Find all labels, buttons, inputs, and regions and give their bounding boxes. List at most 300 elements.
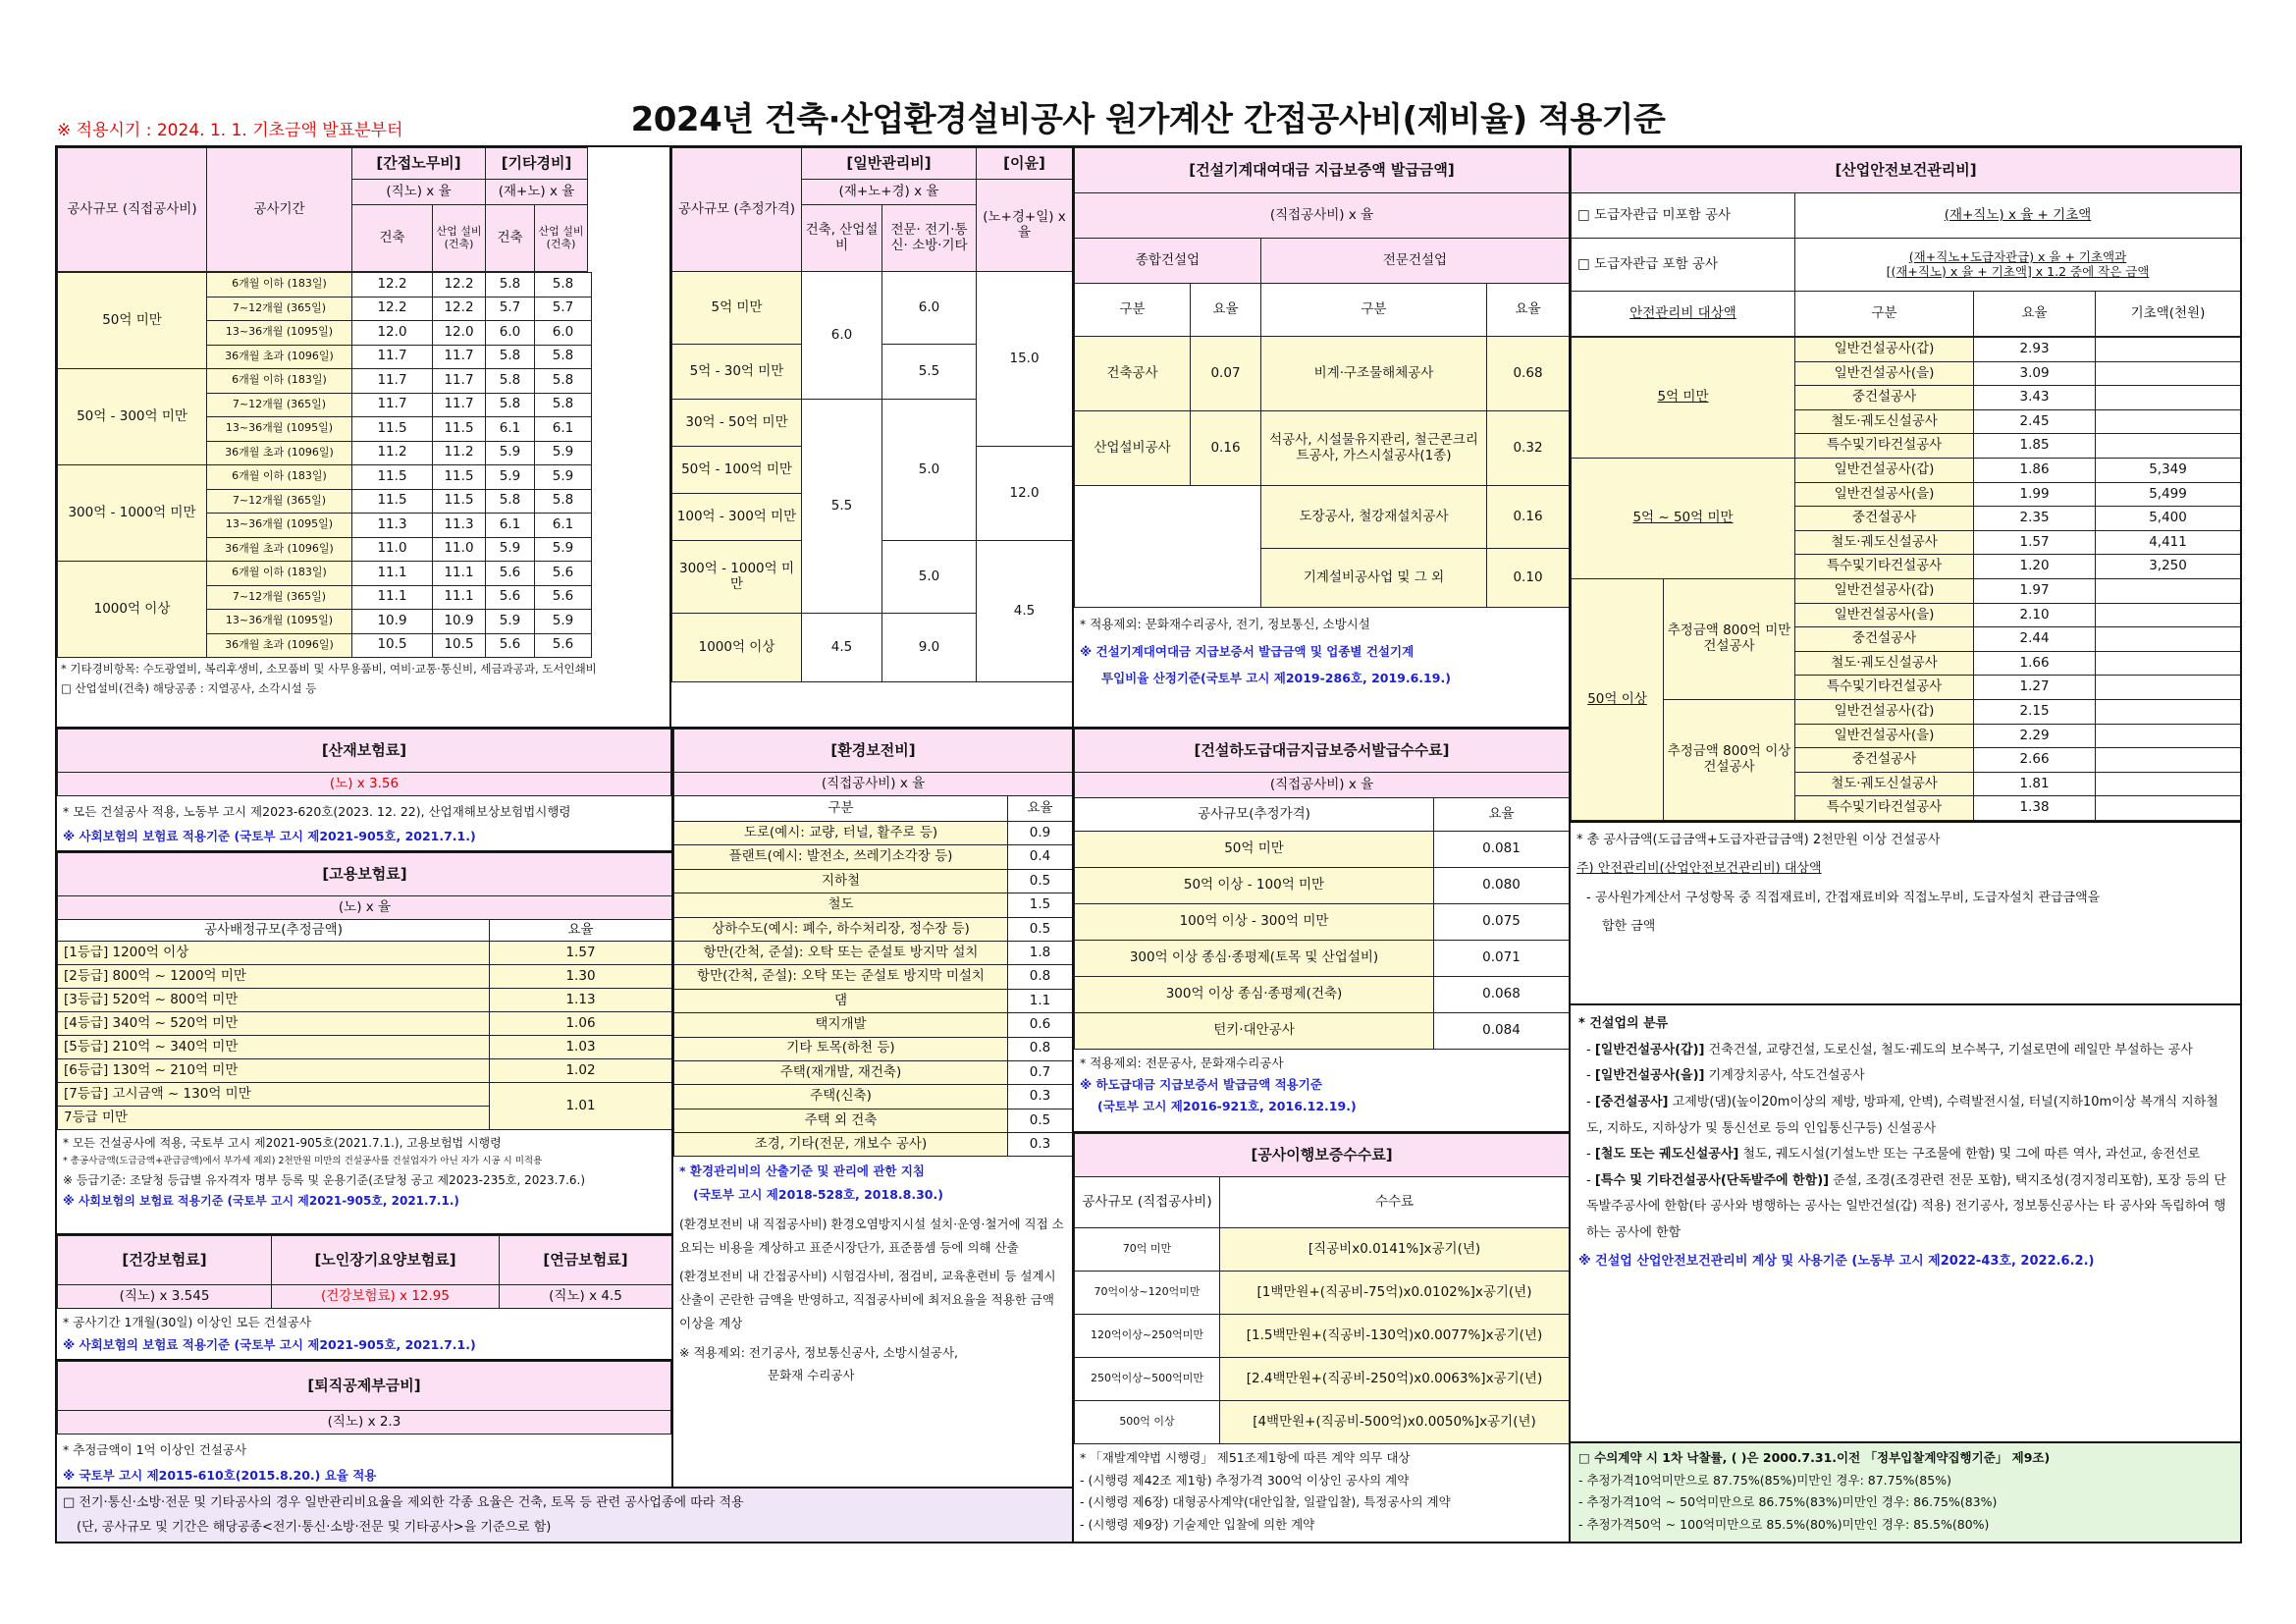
gen-size-row: 5억 미만: [672, 272, 802, 345]
safety-kind: 철도·궤도신설공사: [1795, 651, 1974, 676]
safety-subgroup: 추정금액 800억 이상 건설공사: [1664, 699, 1795, 820]
indirect-labor-header: [간접노무비]: [352, 148, 486, 180]
rate-cell: 5.6: [535, 562, 592, 586]
safety-subgroup: 추정금액 800억 미만 건설공사: [1664, 578, 1795, 699]
rate-cell: 5.9: [486, 441, 535, 465]
env-header: [환경보전비]: [674, 730, 1073, 773]
safety-rate: 1.86: [1974, 458, 2096, 482]
environment-table: [673, 729, 1073, 1157]
env-note-guide-ref: (국토부 고시 제2018-528호, 2018.8.30.): [693, 1187, 943, 1203]
gubun-header: 구분: [1795, 292, 1974, 337]
safety-rate: 1.20: [1974, 555, 2096, 579]
grade-row: [58, 1059, 672, 1083]
industrial-note-ref: ※ 사회보험의 보험료 적용기준 (국토부 고시 제2021-905호, 2021.7.1.): [63, 829, 476, 843]
subcontract-row: [1075, 977, 1570, 1013]
rate-cell: 6.0: [535, 321, 592, 346]
classification-item: - [철도 또는 궤도신설공사] 철도, 궤도시설(기설노반 또는 구조물에 한함) 및 그에 따른 역사, 과선교, 송전선로: [1586, 1147, 2201, 1163]
safety-rate: 1.81: [1974, 772, 2096, 796]
grade-rate: 1.01: [490, 1083, 672, 1130]
safety-base: 3,250: [2096, 555, 2241, 579]
subcontract-table: [1074, 729, 1570, 1050]
env-note-indirect: (환경보전비 내 간접공사비) 시험검사비, 점검비, 교육훈련비 등 설계시 산출이 곤란한 금액을 반영하고, 직접공사비에 최저요율을 적용한 금액 이상을 계상: [679, 1269, 1056, 1330]
rate-cell: 5.8: [486, 273, 535, 298]
safety-kind: 일반건설공사(갑): [1795, 458, 1974, 482]
safety-kind: 일반건설공사(갑): [1795, 699, 1974, 724]
classification-desc: 준설, 조경(조경관련 전문 포함), 택지조성(경지정리포함), 포장 등의 단독발주공사에 한함(타 공사와 병행하는 공사는 일반건설(갑) 적용) 전기공사, 정보통신공사는 타 공사와 독립하여 행하는 공사에 한함: [1586, 1172, 2226, 1241]
target-header: 안전관리비 대상액: [1572, 292, 1795, 337]
health-note: * 공사기간 1개월(30일) 이상인 모든 건설공사: [63, 1315, 311, 1329]
rate-cell: 5.6: [486, 633, 535, 658]
bond-fee: [4백만원+(직공비-500억)x0.0050%]x공기(년): [1220, 1401, 1570, 1444]
rate-cell: 11.3: [433, 514, 486, 538]
case-no-owner-formula: [1795, 193, 2241, 239]
gen-size-row: 50억 - 100억 미만: [672, 447, 802, 494]
bond-fee: [1백만원+(직공비-75억)x0.0102%]x공기(년): [1220, 1272, 1570, 1315]
safety-note-detail: - 공사원가계산서 구성항목 중 직접재료비, 간접재료비와 직접노무비, 도급자설치 관급금액을: [1586, 890, 2101, 905]
col-plant-2: 산업 설비 (건축): [535, 205, 588, 272]
safety-kind: 특수및기타건설공사: [1795, 555, 1974, 579]
rate-cell: 11.1: [352, 585, 433, 610]
other-expense-header: [기타경비]: [486, 148, 588, 180]
rate-cell: 11.1: [433, 585, 486, 610]
env-row: [674, 917, 1073, 941]
period-cell: 13~36개월 (1095일): [207, 514, 352, 538]
grade-label: [1등급] 1200억 이상: [58, 942, 490, 965]
bond-fee-header: 수수료: [1220, 1177, 1570, 1228]
bid-rate-panel: [1569, 1441, 2242, 1543]
safety-notes-panel: [1569, 821, 2242, 1005]
general-profit-panel: [669, 145, 1074, 729]
safety-base: 5,499: [2096, 482, 2241, 507]
safety-rate: 1.57: [1974, 530, 2096, 555]
gen-size-row: 5억 - 30억 미만: [672, 345, 802, 400]
machine-type: 석공사, 시설물유지관리, 철근콘크리트공사, 가스시설공사(1종): [1261, 411, 1487, 486]
classification-desc: 고제방(댐)(높이20m이상의 제방, 방파제, 안벽), 수력발전시설, 터널(지하10m이상 복개식 지하철도, 지하도, 지하상가 및 통신선로 등의 인입통신구등) 신설공사: [1586, 1094, 2218, 1136]
env-formula: (직접공사비) x 율: [674, 773, 1073, 796]
machine-type: 기계설비공사업 및 그 외: [1261, 549, 1487, 608]
rate-cell: 11.2: [352, 441, 433, 465]
rate-cell: 5.6: [535, 585, 592, 610]
grade-label: [6등급] 130억 ~ 210억 미만: [58, 1059, 490, 1083]
rate-cell: 5.8: [486, 345, 535, 369]
bond-row: [1075, 1358, 1570, 1401]
employment-note-ref: ※ 사회보험의 보험료 적용기준 (국토부 고시 제2021-905호, 2021.7.1.): [63, 1193, 459, 1208]
safety-rate: 2.29: [1974, 724, 2096, 748]
env-kind: 항만(간척, 준설): 오탁 또는 준설토 방지막 미설치: [674, 965, 1008, 989]
safety-base: [2096, 772, 2241, 796]
subcontract-rate: 0.084: [1434, 1013, 1570, 1050]
profit-header: [이윤]: [977, 148, 1073, 180]
bid-line-3: - 추정가격50억 ~ 100억미만으로 85.5%(80%)미만인 경우: 85.5%(80%): [1578, 1516, 1990, 1532]
env-row: [674, 1013, 1073, 1037]
machine-rate: 0.68: [1487, 337, 1570, 411]
safety-base: [2096, 386, 2241, 410]
safety-kind: 철도·궤도신설공사: [1795, 530, 1974, 555]
rate-cell: 11.5: [433, 417, 486, 442]
machine-type: 산업설비공사: [1075, 411, 1191, 486]
period-cell: 13~36개월 (1095일): [207, 321, 352, 346]
subcontract-note-ref-2: (국토부 고시 제2016-921호, 2016.12.19.): [1097, 1098, 1357, 1113]
profit-formula: (노+경+일) x 율: [977, 180, 1073, 272]
period-cell: 7~12개월 (365일): [207, 393, 352, 417]
size-group-label: 300억 - 1000억 미만: [58, 465, 207, 562]
rate-cell: 11.1: [352, 562, 433, 586]
gen-size-row: 100억 - 300억 미만: [672, 494, 802, 541]
classification-name: [중건설공사]: [1594, 1094, 1669, 1110]
machine-type: 건축공사: [1075, 337, 1191, 411]
env-note-exclude: ※ 적용제외: 전기공사, 정보통신공사, 소방시설공사,: [679, 1344, 958, 1360]
general-mgmt-header: [일반관리비]: [802, 148, 977, 180]
env-rate: 0.5: [1008, 917, 1073, 941]
rate-cell: 11.7: [352, 393, 433, 417]
env-row: [674, 893, 1073, 917]
env-note-direct: (환경보전비 내 직접공사비) 환경오염방지시설 설치·운영·철거에 직접 소요되는 비용을 계상하고 표준시장단가, 표준품셈 등에 의해 산출: [679, 1216, 1064, 1255]
safety-kind: 일반건설공사(을): [1795, 603, 1974, 627]
rate-cell: 5.8: [486, 369, 535, 394]
grade-rate: 1.03: [490, 1036, 672, 1059]
safety-kind: 특수및기타건설공사: [1795, 676, 1974, 700]
env-rate: 0.5: [1008, 1109, 1073, 1132]
rate-cell: 12.2: [433, 297, 486, 321]
safety-kind: 중건설공사: [1795, 386, 1974, 410]
bond-size: 70억 미만: [1075, 1228, 1220, 1272]
rate-header: 요율: [1487, 284, 1570, 337]
safety-kind: 중건설공사: [1795, 627, 1974, 652]
classification-desc: 기계장치공사, 삭도건설공사: [1708, 1068, 1865, 1084]
bond-size: 70억이상~120억미만: [1075, 1272, 1220, 1315]
grade-label: [4등급] 340억 ~ 520억 미만: [58, 1012, 490, 1036]
rate-cell: 5.7: [535, 297, 592, 321]
care-header: [노인장기요양보험료]: [272, 1236, 500, 1285]
safety-base: [2096, 338, 2241, 362]
rate-cell: 5.9: [535, 537, 592, 562]
machine-guarantee-panel: [1072, 145, 1571, 729]
size-header: 공사규모(추정가격): [1075, 798, 1434, 832]
classification-title: * 건설업의 분류: [1578, 1016, 1669, 1031]
retire-formula: (직노) x 2.3: [58, 1411, 671, 1435]
safety-row: [1572, 699, 2241, 724]
safety-base: [2096, 724, 2241, 748]
safety-base: 4,411: [2096, 530, 2241, 555]
env-kind: 주택 외 건축: [674, 1109, 1008, 1132]
grade-rate: 1.57: [490, 942, 672, 965]
safety-rate: 2.93: [1974, 338, 2096, 362]
labor-row: [58, 562, 592, 586]
subcontract-size: 턴키·대안공사: [1075, 1013, 1434, 1050]
health-note-ref: ※ 사회보험의 보험료 적용기준 (국토부 고시 제2021-905호, 2021.7.1.): [63, 1336, 476, 1352]
health-insurance-table: [57, 1235, 672, 1309]
subcontract-size: 300억 이상 종심·종평제(건축): [1075, 977, 1434, 1013]
env-kind: 항만(간척, 준설): 오탁 또는 준설토 방지막 설치: [674, 941, 1008, 964]
rate-cell: 5.7: [486, 297, 535, 321]
env-note-exclude-2: 문화재 수리공사: [768, 1368, 855, 1383]
safety-rate: 3.09: [1974, 361, 2096, 386]
classification-item: - [특수 및 기타건설공사(단독발주에 한함)] 준설, 조경(조경관련 전문 포함), 택지조성(경지정리포함), 포장 등의 단독발주공사에 한함(타 공사와 병행하는 공사는 일반건설(갑) 적용) 전기공사, 정보통신공사는 타 공사와 독립하여 행하는 공사에 한함: [1586, 1172, 2226, 1241]
subcontract-rate: 0.071: [1434, 941, 1570, 977]
env-row: [674, 965, 1073, 989]
rate-cell: 5.8: [535, 393, 592, 417]
env-rate: 0.5: [1008, 869, 1073, 893]
pension-header: [연금보험료]: [500, 1236, 672, 1285]
env-row: [674, 1109, 1073, 1132]
formula-line-2: [(재+직노) x 율 + 기초액] x 1.2 중에 작은 금액: [1886, 263, 2150, 279]
general-contractor-header: 종합건설업: [1075, 239, 1261, 284]
env-rate: 0.7: [1008, 1060, 1073, 1084]
bid-title: □ 수의계약 시 1차 낙찰률, ( )은 2000.7.31.이전 「정부입찰계약집행기준」 제9조): [1578, 1450, 2051, 1465]
rate-cell: 6.1: [486, 417, 535, 442]
safety-header-table: [1571, 147, 2241, 337]
period-cell: 13~36개월 (1095일): [207, 417, 352, 442]
rate-cell: 5.9: [535, 465, 592, 490]
rate-cell: 11.5: [352, 489, 433, 514]
formula-line-1: (재+직노+도급자관급) x 율 + 기초액과: [1908, 249, 2127, 265]
machine-note-ref: ※ 건설기계대여대금 지급보증서 발급금액 및 업종별 건설기계: [1080, 643, 1415, 659]
period-cell: 6개월 이하 (183일): [207, 369, 352, 394]
period-cell: 7~12개월 (365일): [207, 585, 352, 610]
gen-special-rate: 6.0: [882, 272, 977, 345]
rate-cell: 5.8: [486, 489, 535, 514]
machine-rate: 0.16: [1191, 411, 1261, 486]
case-with-owner: □ 도급자관급 포함 공사: [1572, 239, 1795, 292]
retirement-table: [57, 1361, 671, 1435]
gen-build-rate: 4.5: [802, 614, 882, 682]
bond-row: [1075, 1228, 1570, 1272]
safety-base: [2096, 603, 2241, 627]
gen-col-special: 전문· 전기·통신· 소방·기타: [882, 205, 977, 272]
rate-cell: 11.5: [352, 417, 433, 442]
safety-panel: [1569, 145, 2242, 823]
grade-row: [58, 942, 672, 965]
classification-item: - [중건설공사] 고제방(댐)(높이20m이상의 제방, 방파제, 안벽), 수력발전시설, 터널(지하10m이상 복개식 지하철도, 지하도, 지하상가 및 통신선로 등의 인입통신구등) 신설공사: [1586, 1094, 2218, 1136]
gen-special-rate: 5.0: [882, 400, 977, 541]
industrial-insurance-table: [57, 729, 671, 796]
industrial-note: * 모든 건설공사 적용, 노동부 고시 제2023-620호(2023. 12. 22), 산업재해보상보험법시행령: [63, 804, 571, 819]
subcontract-row: [1075, 904, 1570, 941]
grade-row: [58, 1036, 672, 1059]
labor-note-items: * 기타경비항목: 수도광열비, 복리후생비, 소모품비 및 사무용품비, 여비·교통·통신비, 세금과공과, 도서인쇄비: [61, 662, 597, 676]
safety-rate: 2.66: [1974, 748, 2096, 773]
period-cell: 36개월 초과 (1096일): [207, 537, 352, 562]
rate-cell: 11.3: [352, 514, 433, 538]
health-insurance-panel: [55, 1233, 673, 1361]
env-kind: 플랜트(예시: 발전소, 쓰레기소각장 등): [674, 845, 1008, 869]
rate-header: 요율: [1008, 796, 1073, 822]
size-group-label: 50억 - 300억 미만: [58, 369, 207, 465]
safety-kind: 일반건설공사(갑): [1795, 578, 1974, 603]
page-title: 2024년 건축·산업환경설비공사 원가계산 간접공사비(제비율) 적용기준: [630, 100, 1666, 139]
rate-cell: 11.5: [433, 465, 486, 490]
subcontract-size: 50억 미만: [1075, 832, 1434, 868]
env-row: [674, 1085, 1073, 1109]
bond-size-header: 공사규모 (직접공사비): [1075, 1177, 1220, 1228]
safety-kind: 일반건설공사(을): [1795, 482, 1974, 507]
case-no-owner: □ 도급자관급 미포함 공사: [1572, 193, 1795, 239]
safety-rate: 3.43: [1974, 386, 2096, 410]
labor-cost-panel: [55, 145, 671, 729]
gen-size-row: 300억 - 1000억 미만: [672, 541, 802, 614]
bond-note-4: - (시행령 제9장) 기술제안 입찰에 의한 계약: [1080, 1516, 1315, 1532]
gen-special-rate: 4.5: [977, 541, 1073, 682]
env-rate: 0.3: [1008, 1085, 1073, 1109]
rate-cell: 11.2: [433, 441, 486, 465]
safety-base: [2096, 434, 2241, 459]
rate-header: 요율: [490, 920, 672, 942]
performance-bond-table: [1074, 1133, 1570, 1444]
safety-group: 50억 이상: [1572, 578, 1664, 820]
safety-base: [2096, 578, 2241, 603]
base-header: 기초액(천원): [2096, 292, 2241, 337]
gen-col-build: 건축, 산업설비: [802, 205, 882, 272]
safety-note-detail-2: 합한 금액: [1602, 918, 1656, 934]
safety-base: [2096, 796, 2241, 821]
env-row: [674, 1060, 1073, 1084]
classification-desc: 건축건설, 교량건설, 도로신설, 철도·궤도의 보수복구, 기설로면에 레일만 부설하는 공사: [1708, 1042, 2193, 1057]
rate-cell: 11.7: [433, 393, 486, 417]
machine-rate: 0.32: [1487, 411, 1570, 486]
grade-row: [7등급] 고시금액 ~ 130억 미만: [58, 1083, 490, 1107]
period-cell: 36개월 초과 (1096일): [207, 633, 352, 658]
labor-row: [58, 369, 592, 394]
env-rate: 1.1: [1008, 989, 1073, 1012]
bond-note-3: - (시행령 제6장) 대형공사계약(대안입찰, 일괄입찰), 특정공사의 계약: [1080, 1494, 1451, 1509]
safety-rate: 2.44: [1974, 627, 2096, 652]
safety-rate: 1.27: [1974, 676, 2096, 700]
gen-build-rate: 5.5: [802, 400, 882, 614]
safety-rate: 2.15: [1974, 699, 2096, 724]
employment-note-2: * 총공사금액(도급금액+관급금액)에서 부가세 제외) 2천만원 미만의 건설공사를 건설업자가 아닌 자가 시공 시 미적용: [63, 1156, 543, 1166]
rate-cell: 5.8: [535, 345, 592, 369]
env-row: [674, 941, 1073, 964]
subcontract-rate: 0.081: [1434, 832, 1570, 868]
safety-kind: 특수및기타건설공사: [1795, 434, 1974, 459]
env-kind: 조경, 기타(전문, 개보수 공사): [674, 1133, 1008, 1157]
grade-label: [2등급] 800억 ~ 1200억 미만: [58, 965, 490, 989]
bond-note-2: - (시행령 제42조 제1항) 추정가격 300억 이상인 공사의 계약: [1080, 1472, 1410, 1488]
rate-cell: 5.6: [486, 585, 535, 610]
bond-header: [공사이행보증수수료]: [1075, 1134, 1570, 1177]
subcontract-note-ref: ※ 하도급대금 지급보증서 발급금액 적용기준: [1080, 1076, 1322, 1092]
rate-cell: 5.8: [535, 369, 592, 394]
env-note-guide: * 환경관리비의 산출기준 및 관리에 관한 지침: [679, 1164, 925, 1179]
indirect-labor-formula: (직노) x 율: [352, 180, 486, 205]
subcontract-rate: 0.080: [1434, 868, 1570, 904]
period-cell: 36개월 초과 (1096일): [207, 345, 352, 369]
employment-insurance-table: [57, 852, 672, 1130]
env-row: [674, 1037, 1073, 1060]
env-kind: 주택(신축): [674, 1085, 1008, 1109]
safety-kind: 철도·궤도신설공사: [1795, 772, 1974, 796]
env-row: [674, 989, 1073, 1012]
subcontract-row: [1075, 868, 1570, 904]
rate-cell: 12.2: [352, 273, 433, 298]
subcontract-note-exclude: * 적용제외: 전문공사, 문화재수리공사: [1080, 1056, 1284, 1070]
env-kind: 주택(재개발, 재건축): [674, 1060, 1008, 1084]
machine-formula: (직접공사비) x 율: [1075, 193, 1570, 239]
rate-cell: 5.6: [535, 633, 592, 658]
grade-row: 7등급 미만: [58, 1107, 490, 1130]
rate-cell: 6.1: [486, 514, 535, 538]
period-cell: 36개월 초과 (1096일): [207, 441, 352, 465]
grade-rate: 1.02: [490, 1059, 672, 1083]
rate-cell: 6.1: [535, 514, 592, 538]
bond-row: [1075, 1272, 1570, 1315]
size-group-label: 1000억 이상: [58, 562, 207, 658]
safety-group: 5억 ~ 50억 미만: [1572, 458, 1795, 578]
grade-header: 공사배정규모(추정금액): [58, 920, 490, 942]
labor-cost-table: [57, 147, 670, 272]
rate-cell: 11.7: [352, 345, 433, 369]
bond-fee: [1.5백만원+(직공비-130억)x0.0077%]x공기(년): [1220, 1315, 1570, 1358]
other-expense-formula: (재+노) x 율: [486, 180, 588, 205]
rate-cell: 11.1: [433, 562, 486, 586]
safety-kind: 철도·궤도신설공사: [1795, 409, 1974, 434]
rate-cell: 5.9: [486, 465, 535, 490]
grade-label: [5등급] 210억 ~ 340억 미만: [58, 1036, 490, 1059]
safety-base: [2096, 627, 2241, 652]
subcontract-row: [1075, 832, 1570, 868]
bid-line: - 추정가격10억미만으로 87.75%(85%)미만인 경우: 87.75%(85%): [1578, 1472, 1951, 1488]
env-rate: 0.3: [1008, 1133, 1073, 1157]
formula-text: (재+직노) x 율 + 기초액: [1944, 206, 2092, 223]
employment-insurance-panel: [55, 850, 673, 1235]
env-kind: 도로(예시: 교량, 터널, 활주로 등): [674, 822, 1008, 845]
subcontract-row: [1075, 941, 1570, 977]
special-contractor-header: 전문건설업: [1261, 239, 1570, 284]
env-rate: 0.8: [1008, 965, 1073, 989]
safety-base: 5,349: [2096, 458, 2241, 482]
classification-name: [특수 및 기타건설공사(단독발주에 한함)]: [1594, 1172, 1830, 1188]
env-kind: 기타 토목(하천 등): [674, 1037, 1008, 1060]
rate-cell: 5.8: [535, 273, 592, 298]
rate-cell: 6.1: [535, 417, 592, 442]
care-formula: (건강보험료) x 12.95: [272, 1285, 500, 1309]
period-cell: 13~36개월 (1095일): [207, 610, 352, 634]
environment-panel: [671, 727, 1074, 1489]
grade-rate: 1.13: [490, 989, 672, 1012]
safety-base: [2096, 361, 2241, 386]
machine-rate: 0.07: [1191, 337, 1261, 411]
subcontract-rate: 0.075: [1434, 904, 1570, 941]
env-rate: 0.4: [1008, 845, 1073, 869]
safety-base: [2096, 699, 2241, 724]
env-kind: 댐: [674, 989, 1008, 1012]
safety-kind: 일반건설공사(을): [1795, 724, 1974, 748]
rate-cell: 5.9: [535, 610, 592, 634]
classification-panel: [1569, 1003, 2242, 1443]
case-with-owner-formula: [1795, 239, 2241, 292]
safety-rate: 2.45: [1974, 409, 2096, 434]
bond-fee: [직공비x0.0141%]x공기(년): [1220, 1228, 1570, 1272]
gubun-header: 구분: [1075, 284, 1191, 337]
labor-note-plant: □ 산업설비(건축) 해당공종 : 지열공사, 소각시설 등: [61, 680, 317, 695]
rate-header: 요율: [1434, 798, 1570, 832]
industrial-header: [산재보험료]: [58, 730, 671, 773]
safety-group: 5억 미만: [1572, 338, 1795, 459]
safety-rates-table: [1571, 337, 2241, 821]
industrial-insurance-panel: [55, 727, 673, 852]
rate-cell: 11.0: [433, 537, 486, 562]
bottom-note-panel: [55, 1487, 1074, 1543]
machine-note-ref-2: 투입비율 산정기준(국토부 고시 제2019-286호, 2019.6.19.): [1101, 671, 1451, 685]
safety-row: [1572, 458, 2241, 482]
env-rate: 1.5: [1008, 893, 1073, 917]
rate-cell: 5.8: [486, 393, 535, 417]
bid-line-2: - 추정가격10억 ~ 50억미만으로 86.75%(83%)미만인 경우: 86.75%(83%): [1578, 1494, 1998, 1509]
subcontract-row: [1075, 1013, 1570, 1050]
env-row: [674, 845, 1073, 869]
rate-cell: 5.8: [535, 489, 592, 514]
employment-note-3: ※ 등급기준: 조달청 등급별 유자격자 명부 등록 및 운용기준(조달청 공고 제2023-235호, 2023.7.6.): [63, 1172, 586, 1187]
